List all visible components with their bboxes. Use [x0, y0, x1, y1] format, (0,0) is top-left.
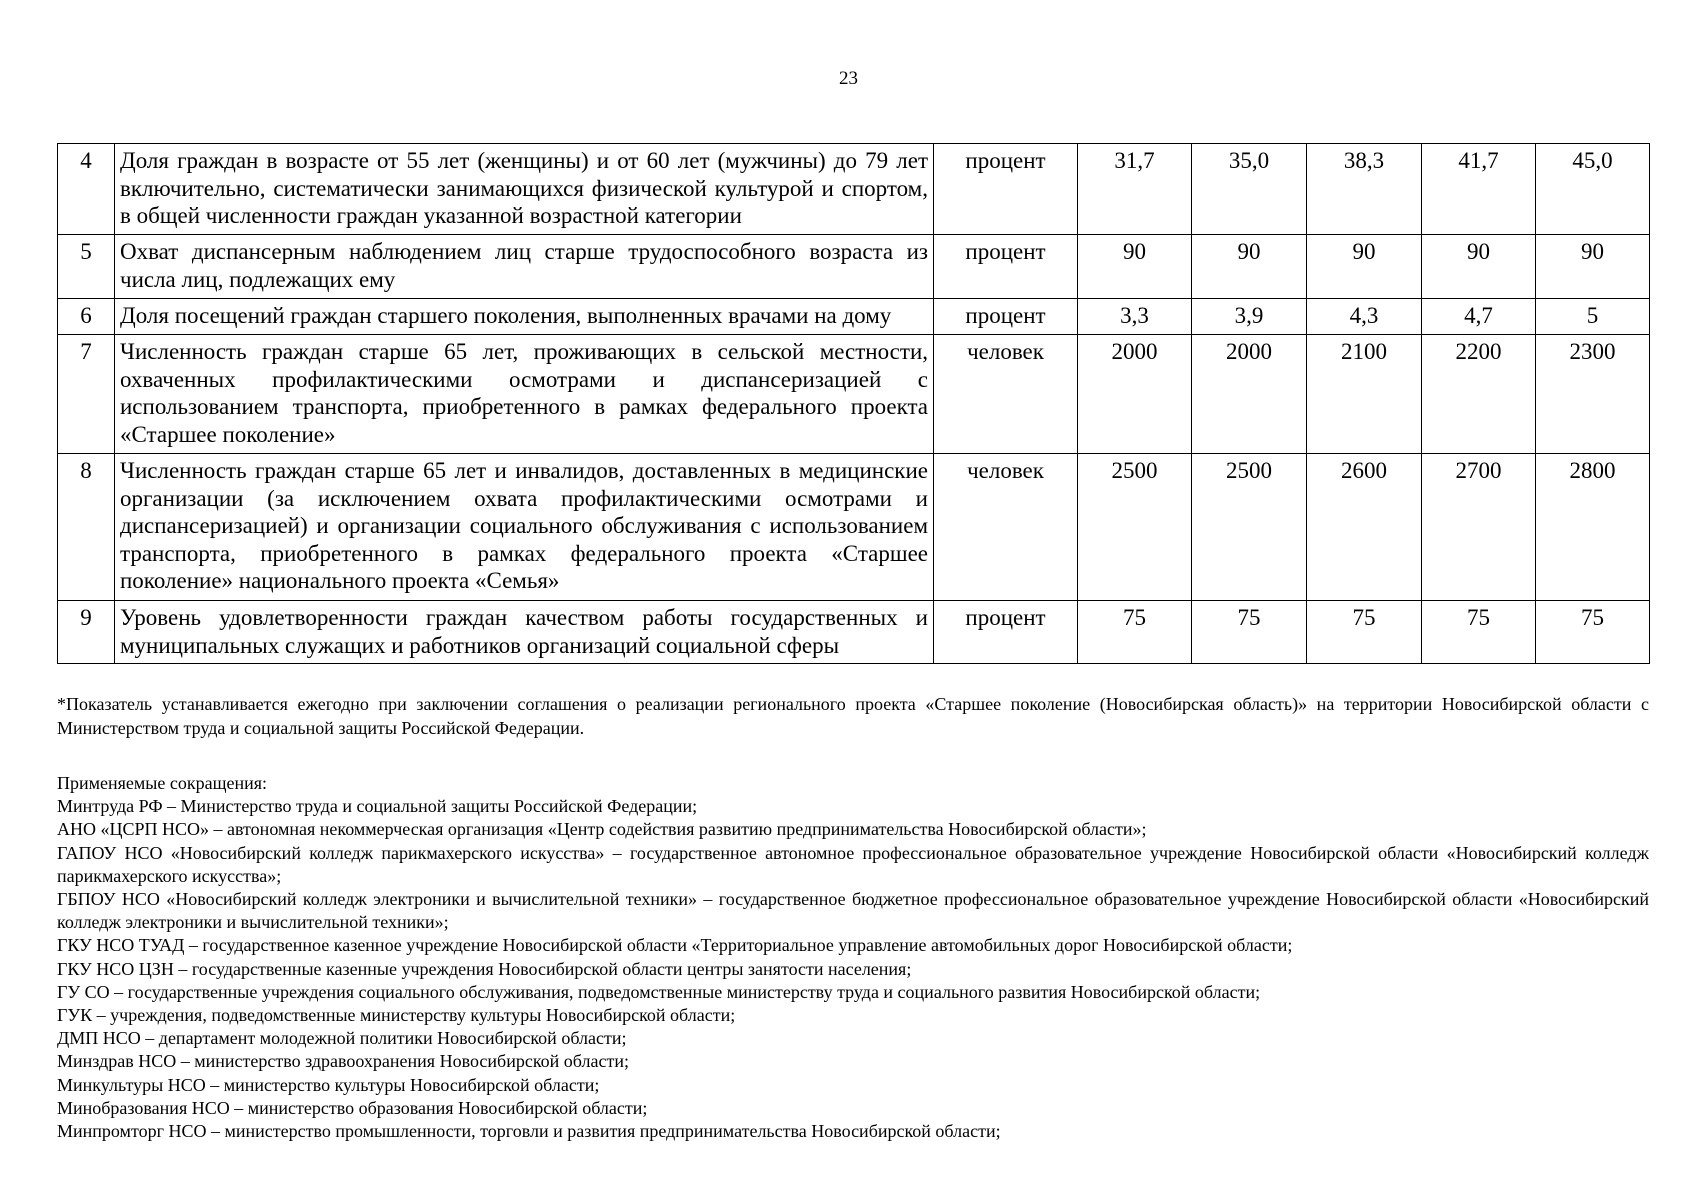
abbreviation-item: Минобразования НСО – министерство образования Новосибирской области; — [57, 1097, 648, 1118]
value-cell: 2500 — [1192, 454, 1307, 601]
value-cell: 75 — [1422, 601, 1536, 664]
table-row — [58, 601, 1650, 664]
page-number: 23 — [839, 68, 858, 89]
table-body — [58, 144, 1650, 664]
abbreviations-list — [57, 772, 1649, 1143]
value-cell: 75 — [1536, 601, 1650, 664]
indicator-name: Численность граждан старше 65 лет и инвалидов, доставленных в медицинские организации (за исключением охвата профилактическими осмотрами и диспансеризацией) и организации социального обслуживания с использованием транспорта, приобретенного в рамках федерального проекта «Старшее поколение» национального проекта «Семья» — [115, 454, 934, 601]
abbreviation-item: Минздрав НСО – министерство здравоохранения Новосибирской области; — [57, 1051, 629, 1072]
value-cell: 4,7 — [1422, 299, 1536, 335]
abbreviation-item: Минтруда РФ – Министерство труда и социальной защиты Российской Федерации; — [57, 796, 698, 817]
value-cell: 75 — [1307, 601, 1422, 664]
unit-cell: человек — [934, 454, 1078, 601]
row-number: 4 — [58, 144, 115, 235]
row-number: 6 — [58, 299, 115, 335]
row-number: 8 — [58, 454, 115, 601]
abbreviation-item: Минкультуры НСО – министерство культуры Новосибирской области; — [57, 1074, 600, 1095]
value-cell: 2600 — [1307, 454, 1422, 601]
table-row — [58, 144, 1650, 235]
value-cell: 2300 — [1536, 335, 1650, 454]
value-cell: 90 — [1536, 235, 1650, 299]
value-cell: 4,3 — [1307, 299, 1422, 335]
abbreviation-item: ГУ СО – государственные учреждения социального обслуживания, подведомственные министерству труда и социального развития Новосибирской области; — [57, 981, 1261, 1002]
value-cell: 35,0 — [1192, 144, 1307, 235]
value-cell: 2000 — [1078, 335, 1192, 454]
abbreviation-item: ГАПОУ НСО «Новосибирский колледж парикмахерского искусства» – государственное автономное профессиональное образовательное учреждение Новосибирской области «Новосибирский колледж парикмахерского искусства»; — [57, 842, 1649, 886]
table-row — [58, 299, 1650, 335]
value-cell: 2100 — [1307, 335, 1422, 454]
value-cell: 2000 — [1192, 335, 1307, 454]
value-cell: 45,0 — [1536, 144, 1650, 235]
value-cell: 75 — [1192, 601, 1307, 664]
value-cell: 3,9 — [1192, 299, 1307, 335]
footnote: *Показатель устанавливается ежегодно при заключении соглашения о реализации регионального проекта «Старшее поколение (Новосибирская область)» на территории Новосибирской области с Министерством труда и социальной защиты Российской Федерации. — [57, 694, 1649, 738]
value-cell: 3,3 — [1078, 299, 1192, 335]
value-cell: 2200 — [1422, 335, 1536, 454]
unit-cell: процент — [934, 144, 1078, 235]
row-number: 7 — [58, 335, 115, 454]
value-cell: 2800 — [1536, 454, 1650, 601]
unit-cell: процент — [934, 299, 1078, 335]
indicators-table — [57, 143, 1650, 664]
table-row — [58, 235, 1650, 299]
abbreviations-heading: Применяемые сокращения: — [57, 773, 268, 793]
value-cell: 90 — [1192, 235, 1307, 299]
value-cell: 41,7 — [1422, 144, 1536, 235]
value-cell: 5 — [1536, 299, 1650, 335]
value-cell: 31,7 — [1078, 144, 1192, 235]
value-cell: 2500 — [1078, 454, 1192, 601]
row-number: 9 — [58, 601, 115, 664]
indicator-name: Численность граждан старше 65 лет, проживающих в сельской местности, охваченных профилактическими осмотрами и диспансеризацией с использованием транспорта, приобретенного в рамках федерального проекта «Старшее поколение» — [115, 335, 934, 454]
abbreviation-item: ДМП НСО – департамент молодежной политики Новосибирской области; — [57, 1028, 627, 1049]
unit-cell: человек — [934, 335, 1078, 454]
value-cell: 2700 — [1422, 454, 1536, 601]
indicator-name: Доля посещений граждан старшего поколения, выполненных врачами на дому — [115, 299, 934, 335]
value-cell: 90 — [1422, 235, 1536, 299]
row-number: 5 — [58, 235, 115, 299]
table-row — [58, 454, 1650, 601]
value-cell: 38,3 — [1307, 144, 1422, 235]
value-cell: 90 — [1078, 235, 1192, 299]
unit-cell: процент — [934, 235, 1078, 299]
indicator-name: Уровень удовлетворенности граждан качеством работы государственных и муниципальных служащих и работников организаций социальной сферы — [115, 601, 934, 664]
abbreviation-item: ГБПОУ НСО «Новосибирский колледж электроники и вычислительной техники» – государственное бюджетное профессиональное образовательное учреждение Новосибирской области «Новосибирский колледж электроники и вычислительной техники»; — [57, 889, 1649, 933]
abbreviation-item: ГКУ НСО ТУАД – государственное казенное учреждение Новосибирской области «Территориальное управление автомобильных дорог Новосибирской области; — [57, 935, 1293, 956]
indicator-name: Охват диспансерным наблюдением лиц старше трудоспособного возраста из числа лиц, подлежащих ему — [115, 235, 934, 299]
indicator-name: Доля граждан в возрасте от 55 лет (женщины) и от 60 лет (мужчины) до 79 лет включительно, систематически занимающихся физической культурой и спортом, в общей численности граждан указанной возрастной категории — [115, 144, 934, 235]
table-row — [58, 335, 1650, 454]
value-cell: 90 — [1307, 235, 1422, 299]
abbreviation-item: ГУК – учреждения, подведомственные министерству культуры Новосибирской области; — [57, 1005, 736, 1026]
abbreviation-item: Минпромторг НСО – министерство промышленности, торговли и развития предпринимательства Новосибирской области; — [57, 1121, 1001, 1142]
unit-cell: процент — [934, 601, 1078, 664]
abbreviation-item: ГКУ НСО ЦЗН – государственные казенные учреждения Новосибирской области центры занятости населения; — [57, 958, 912, 979]
abbreviation-item: АНО «ЦСРП НСО» – автономная некоммерческая организация «Центр содействия развитию предпринимательства Новосибирской области»; — [57, 819, 1147, 840]
value-cell: 75 — [1078, 601, 1192, 664]
